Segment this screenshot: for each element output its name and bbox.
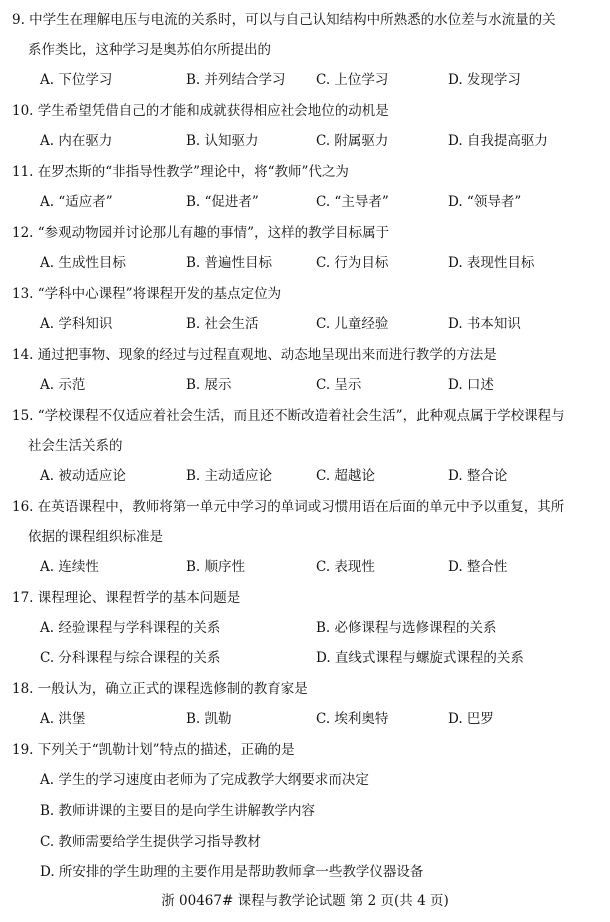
option-c: C. 附属驱力: [316, 133, 389, 149]
question-17-options-row-2: [12, 643, 598, 673]
option-c: C. 教师需要给学生提供学习指导教材: [40, 834, 261, 850]
question-15-stem-line-1: 15. “学校课程不仅适应着社会生活，而且还不断改造着社会生活”，此种观点属于学校课程与: [12, 408, 565, 424]
question-9-options: [12, 65, 598, 95]
option-a: A. 内在驱力: [40, 133, 113, 149]
option-d: D. 整合论: [448, 468, 508, 484]
question-19-option-c: [12, 827, 598, 857]
question-12-options: [12, 248, 598, 278]
option-c: C. 儿童经验: [316, 316, 389, 332]
question-13-stem: 13. “学科中心课程”将课程开发的基点定位为: [12, 286, 282, 302]
option-c: C. 埃利奥特: [316, 711, 389, 727]
option-a: A. 被动适应论: [40, 468, 126, 484]
option-c: C. “主导者”: [316, 194, 389, 210]
option-d: D. 自我提高驱力: [448, 133, 548, 149]
option-d: D. 书本知识: [448, 316, 521, 332]
question-18-stem: 18. 一般认为，确立正式的课程选修制的教育家是: [12, 681, 308, 697]
option-b: B. 认知驱力: [186, 133, 259, 149]
option-b: B. 凯勒: [186, 711, 232, 727]
question-14-stem: 14. 通过把事物、现象的经过与过程直观地、动态地呈现出来而进行教学的方法是: [12, 347, 497, 363]
question-19-option-d: [12, 857, 598, 887]
page-footer: 浙 00467# 课程与教学论试题 第 2 页(共 4 页): [161, 893, 449, 909]
option-b: B. 顺序性: [186, 559, 246, 575]
question-17-stem: 17. 课程理论、课程哲学的基本问题是: [12, 590, 241, 606]
question-14-options: [12, 370, 598, 400]
option-d: D. 所安排的学生助理的主要作用是帮助教师拿一些教学仪器设备: [40, 864, 424, 880]
option-b: B. 教师讲课的主要目的是向学生讲解教学内容: [40, 803, 316, 819]
option-d: D. 表现性目标: [448, 255, 535, 271]
option-a: A. 洪堡: [40, 711, 86, 727]
question-9-stem-line-1: 9. 中学生在理解电压与电流的关系时，可以与自己认知结构中所熟悉的水位差与水流量的关: [12, 12, 556, 28]
question-19-stem: 19. 下列关于“凯勒计划”特点的描述，正确的是: [12, 742, 295, 758]
question-10-options: [12, 126, 598, 156]
question-16-stem-line-2: 依据的课程组织标准是: [28, 529, 163, 545]
option-a: A. 连续性: [40, 559, 99, 575]
question-19-option-b: [12, 796, 598, 826]
question-9-stem-line-2: 系作类比，这种学习是奥苏伯尔所提出的: [28, 42, 271, 58]
option-c: C. 超越论: [316, 468, 375, 484]
option-b: B. 并列结合学习: [186, 72, 286, 88]
option-a: A. 学科知识: [40, 316, 113, 332]
option-c: C. 呈示: [316, 377, 362, 393]
question-15-options: [12, 461, 598, 491]
question-11-options: [12, 187, 598, 217]
question-16-stem-line-1: 16. 在英语课程中，教师将第一单元中学习的单词或习惯用语在后面的单元中予以重复，其所: [12, 499, 565, 515]
option-a: A. 示范: [40, 377, 86, 393]
option-d: D. 发现学习: [448, 72, 521, 88]
option-d: D. 巴罗: [448, 711, 494, 727]
option-c: C. 表现性: [316, 559, 375, 575]
option-b: B. “促进者”: [186, 194, 259, 210]
option-a: A. 经验课程与学科课程的关系: [40, 620, 221, 636]
question-16-options: [12, 552, 598, 582]
question-11-stem: 11. 在罗杰斯的“非指导性教学”理论中，将“教师”代之为: [12, 164, 349, 180]
option-c: C. 分科课程与综合课程的关系: [40, 650, 221, 666]
option-b: B. 必修课程与选修课程的关系: [316, 620, 497, 636]
question-13-options: [12, 309, 598, 339]
option-d: D. “领导者”: [448, 194, 522, 210]
question-17-options-row-1: [12, 613, 598, 643]
option-c: C. 行为目标: [316, 255, 389, 271]
option-b: B. 主动适应论: [186, 468, 273, 484]
question-15-stem-line-2: 社会生活关系的: [28, 438, 123, 454]
question-10-stem: 10. 学生希望凭借自己的才能和成就获得相应社会地位的动机是: [12, 103, 389, 119]
option-a: A. 生成性目标: [40, 255, 126, 271]
question-12-stem: 12. “参观动物园并讨论那儿有趣的事情”，这样的教学目标属于: [12, 225, 390, 241]
option-a: A. “适应者”: [40, 194, 113, 210]
option-d: D. 整合性: [448, 559, 508, 575]
option-c: C. 上位学习: [316, 72, 389, 88]
option-b: B. 社会生活: [186, 316, 259, 332]
option-a: A. 学生的学习速度由老师为了完成教学大纲要求而决定: [40, 772, 369, 788]
question-19-option-a: [12, 765, 598, 795]
question-18-options: [12, 704, 598, 734]
option-d: D. 直线式课程与螺旋式课程的关系: [316, 650, 524, 666]
option-d: D. 口述: [448, 377, 494, 393]
option-a: A. 下位学习: [40, 72, 113, 88]
option-b: B. 普遍性目标: [186, 255, 273, 271]
option-b: B. 展示: [186, 377, 232, 393]
